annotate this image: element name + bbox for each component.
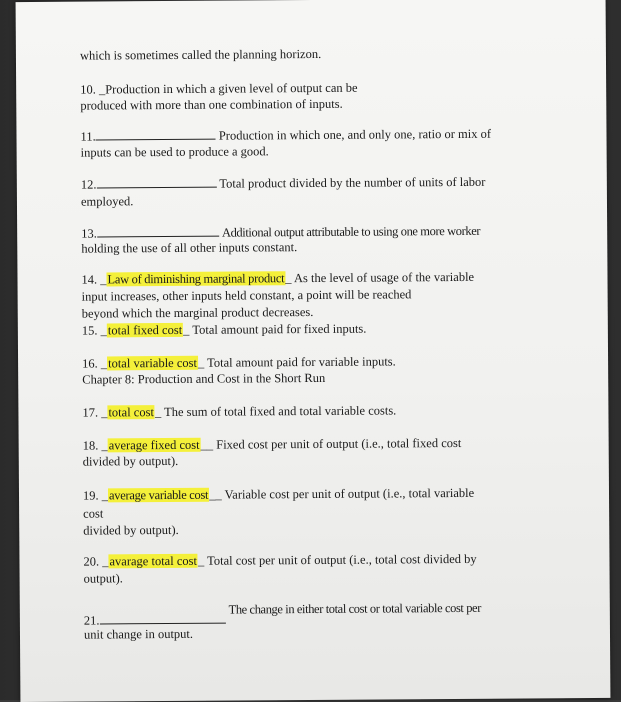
q10-line1: 10. _Production in which a given level of output can be <box>80 80 358 97</box>
q12-line2: employed. <box>80 194 134 209</box>
q13-line2: holding the use of all other inputs constant. <box>81 240 298 256</box>
q18-line2: divided by output). <box>82 453 179 469</box>
q20-line2: output). <box>83 571 123 586</box>
q15-number: 15. _ <box>81 323 107 338</box>
line-planning-horizon: which is sometimes called the planning horizon. <box>79 46 322 63</box>
q17-answer: total cost <box>108 405 154 420</box>
q12-answer-blank[interactable] <box>96 175 216 189</box>
q18-definition: __ Fixed cost per unit of output (i.e., total fixed cost <box>200 435 462 452</box>
q19-number: 19. _ <box>82 488 109 503</box>
q16-answer: total variable cost <box>108 355 197 371</box>
q14-line1 <box>81 269 474 289</box>
q14-definition: _ As the level of usage of the variable <box>285 269 475 286</box>
q14-line2: input increases, other inputs held constant, a point will be reached <box>81 287 412 304</box>
q21-number: 21. <box>83 613 100 628</box>
q17-line <box>82 402 396 421</box>
q20-line1 <box>83 551 476 571</box>
q19-line3: divided by output). <box>83 522 179 538</box>
q16-number: 16. _ <box>82 356 108 371</box>
q12-number: 12. <box>80 177 97 192</box>
q21-answer-blank[interactable] <box>99 611 225 625</box>
q13-number: 13. <box>81 226 97 241</box>
q11-answer-blank[interactable] <box>96 127 216 141</box>
q11-line2: inputs can be used to produce a good. <box>80 144 269 160</box>
q20-number: 20. _ <box>83 554 109 569</box>
q17-number: 17. _ <box>82 405 108 420</box>
q20-definition: _ Total cost per unit of output (i.e., total cost divided by <box>197 551 477 568</box>
q18-answer: average fixed cost <box>108 437 200 453</box>
q13-definition: Additional output attributable to using one more worker <box>221 223 481 240</box>
q19-line1 <box>83 485 474 505</box>
q11-line1 <box>80 125 491 146</box>
q19-answer: average variable cost <box>108 487 209 503</box>
q12-definition: Total product divided by the number of units of labor <box>219 174 486 191</box>
q13-answer-blank[interactable] <box>97 224 219 238</box>
q21-line1 <box>83 599 481 628</box>
q18-line1 <box>83 435 462 455</box>
q16-definition: _ Total amount paid for variable inputs. <box>197 354 396 370</box>
q12-line1 <box>81 173 486 194</box>
worksheet-page <box>16 0 611 702</box>
q15-answer: total fixed cost <box>107 322 183 338</box>
q10-line2: produced with more than one combination of inputs. <box>80 96 343 113</box>
q19-definition: __ Variable cost per unit of output (i.e., total variable <box>209 485 475 502</box>
q15-definition: _ Total amount paid for fixed inputs. <box>183 321 367 337</box>
q11-number: 11. <box>80 129 96 144</box>
q17-definition: _ The sum of total fixed and total variable costs. <box>154 403 397 420</box>
q14-answer: Law of diminishing marginal product <box>107 271 285 287</box>
q20-answer: avarage total cost <box>109 553 197 569</box>
q15-line <box>82 321 367 340</box>
q19-line2: cost <box>83 506 104 521</box>
q14-line3: beyond which the marginal product decreases. <box>81 304 314 321</box>
q18-number: 18. _ <box>82 438 108 453</box>
chapter-heading: Chapter 8: Production and Cost in the Short Run <box>82 370 326 387</box>
q21-definition: The change in either total cost or total variable cost per <box>228 600 481 617</box>
q11-definition: Production in which one, and only one, ratio or mix of <box>218 126 492 143</box>
q21-line2: unit change in output. <box>83 626 194 642</box>
q14-number: 14. _ <box>81 272 107 287</box>
